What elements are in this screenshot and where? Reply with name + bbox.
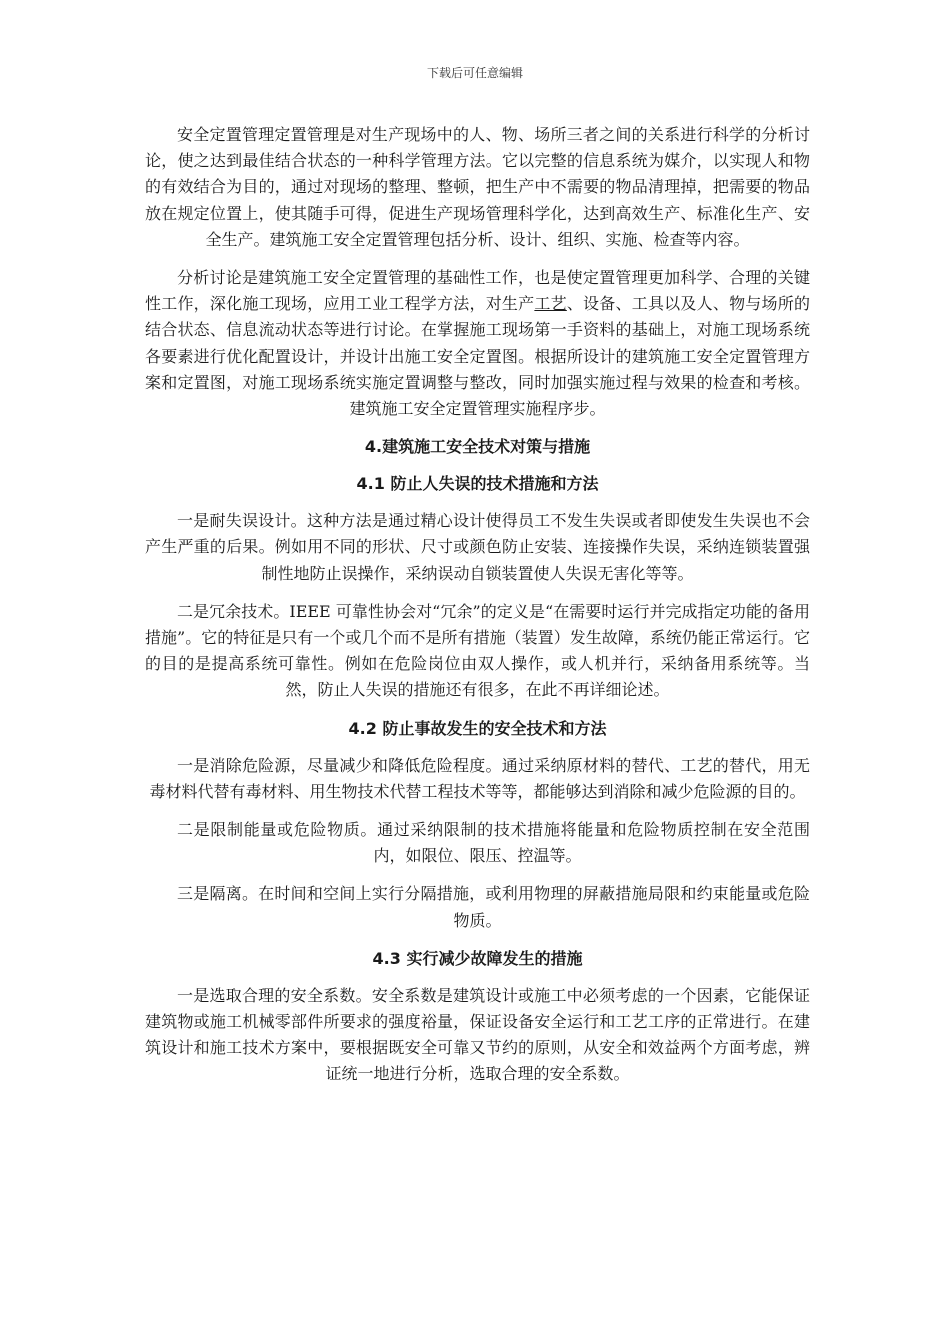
section-heading-4: 4.建筑施工安全技术对策与措施 — [364, 437, 591, 457]
intro-paragraph-2 — [145, 265, 810, 422]
document-body — [145, 122, 810, 1100]
intro-paragraph-2-part-b: 、设备、工具以及人、物与场所的结合状态、信息流动状态等进行讨论。在掌握施工现场第一手资料的基础上，对施工现场系统各要素进行优化配置设计，并设计出施工安全定置图。根据所设计的建筑施工安全定置管理方案和定置图，对施工现场系统实施定置调整与整改，同时加强实施过程与效果的检查和考核。建筑施工安全定置管理实施程序步。 — [145, 294, 810, 419]
process-link[interactable]: 工艺 — [534, 294, 567, 314]
paragraph-4-1-2: 二是冗余技术。IEEE 可靠性协会对“冗余”的定义是“在需要时运行并完成指定功能的备用措施”。它的特征是只有一个或几个而不是所有措施（装置）发生故障，系统仍能正常运行。它的目的是提高系统可靠性。例如在危险岗位由双人操作，或人机并行，采纳备用系统等。当然，防止人失误的措施还有很多，在此不再详细论述。 — [145, 601, 810, 700]
paragraph-4-1-1: 一是耐失误设计。这种方法是通过精心设计使得员工不发生失误或者即使发生失误也不会产生严重的后果。例如用不同的形状、尺寸或颜色防止安装、连接操作失误，采纳连锁装置强制性地防止误操作，采纳误动自锁装置使人失误无害化等等。 — [145, 511, 810, 583]
section-heading-4-1: 4.1 防止人失误的技术措施和方法 — [356, 474, 599, 494]
paragraph-4-3-1: 一是选取合理的安全系数。安全系数是建筑设计或施工中必须考虑的一个因素，它能保证建筑物或施工机械零部件所要求的强度裕量，保证设备安全运行和工艺工序的正常进行。在建筑设计和施工技术方案中，要根据既安全可靠又节约的原则，从安全和效益两个方面考虑，辨证统一地进行分析，选取合理的安全系数。 — [145, 985, 810, 1084]
section-heading-4-2: 4.2 防止事故发生的安全技术和方法 — [348, 718, 607, 738]
paragraph-4-2-1: 一是消除危险源，尽量减少和降低危险程度。通过采纳原材料的替代、工艺的替代，用无毒材料代替有毒材料、用生物技术代替工程技术等等，都能够达到消除和减少危险源的目的。 — [149, 755, 810, 801]
intro-paragraph-2-part-a: 分析讨论是建筑施工安全定置管理的基础性工作，也是使定置管理更加科学、合理的关键性工作，深化施工现场，应用工业工程学方法，对生产 — [145, 268, 810, 314]
section-heading-4-3: 4.3 实行减少故障发生的措施 — [372, 948, 583, 968]
page-header-note: 下载后可任意编辑 — [426, 66, 523, 80]
paragraph-4-2-3: 三是隔离。在时间和空间上实行分隔措施，或利用物理的屏蔽措施局限和约束能量或危险物质。 — [177, 884, 810, 930]
paragraph-4-2-2: 二是限制能量或危险物质。通过采纳限制的技术措施将能量和危险物质控制在安全范围内，如限位、限压、控温等。 — [177, 820, 810, 866]
intro-paragraph-1: 安全定置管理定置管理是对生产现场中的人、物、场所三者之间的关系进行科学的分析讨论，使之达到最佳结合状态的一种科学管理方法。它以完整的信息系统为媒介，以实现人和物的有效结合为目的，通过对现场的整理、整顿，把生产中不需要的物品清理掉，把需要的物品放在规定位置上，使其随手可得，促进生产现场管理科学化，达到高效生产、标准化生产、安全生产。建筑施工安全定置管理包括分析、设计、组织、实施、检查等内容。 — [145, 125, 810, 249]
